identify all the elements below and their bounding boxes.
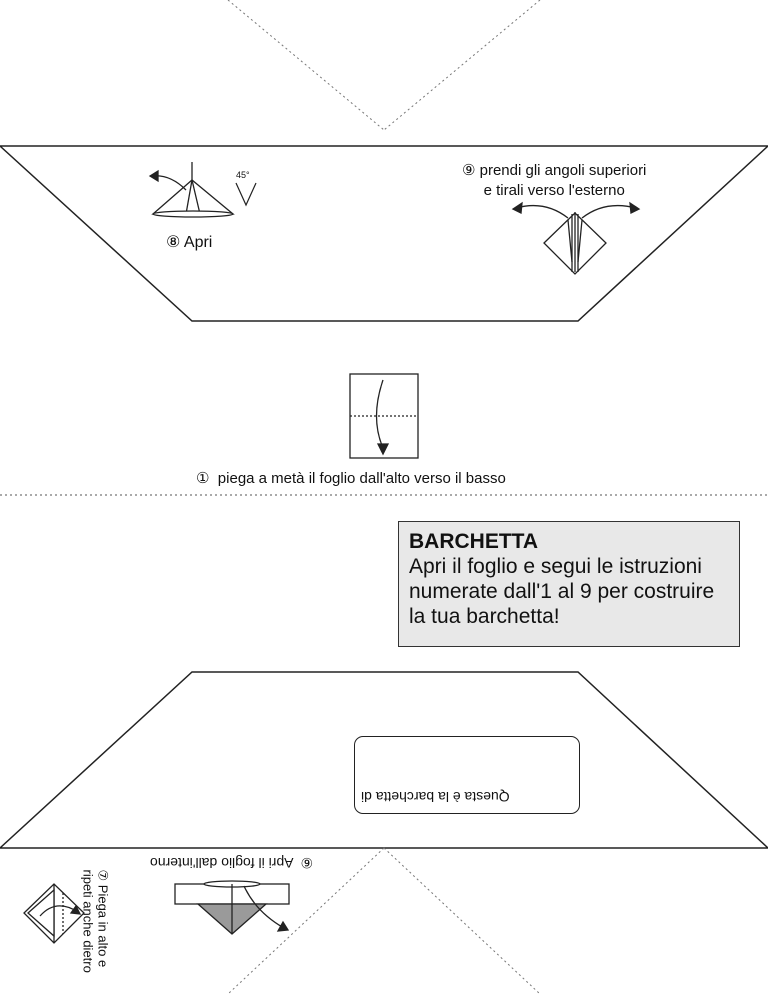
step8-number: ⑧	[166, 232, 181, 251]
top-trapezoid	[0, 146, 768, 321]
instructions-body: Apri il foglio e segui le istruzioni numerate dall'1 al 9 per costruire la tua barchetta!	[409, 555, 715, 628]
step8-caption	[166, 232, 212, 252]
step6-number: ⑥	[300, 854, 314, 870]
step9-line1: ⑨ prendi gli angoli superiori	[462, 161, 647, 179]
top-right-guide	[384, 0, 540, 130]
step1-label: piega a metà il foglio dall'alto verso il basso	[217, 470, 506, 487]
step9-caption	[462, 160, 646, 201]
step6-caption	[150, 854, 313, 871]
angle-label: 45°	[236, 170, 250, 180]
step7-line1: ⑦ Piega in alto e	[94, 869, 111, 968]
instructions-box	[398, 521, 740, 647]
step8-figure	[150, 162, 233, 217]
step9-figure	[513, 203, 639, 274]
step7-line2: ripeti anche dietro	[80, 869, 96, 973]
step9-number: ⑨	[462, 161, 476, 179]
step1-number: ①	[196, 469, 210, 487]
top-left-guide	[228, 0, 384, 130]
bottom-right-guide	[384, 848, 540, 994]
step1-figure	[350, 374, 418, 458]
step6-label: Apri il foglio dall'interno	[150, 855, 294, 871]
angle-icon	[236, 183, 256, 205]
name-box	[354, 736, 580, 814]
step7-number: ⑦	[94, 869, 110, 882]
step6-figure	[175, 881, 289, 934]
step1-caption	[196, 469, 506, 487]
instructions-title: BARCHETTA	[409, 530, 539, 553]
name-label: Questa è la barchetta di	[361, 789, 510, 805]
step9-line2: e tirali verso l'esterno	[483, 182, 625, 199]
step7-figure	[24, 884, 84, 943]
step7-caption	[81, 870, 110, 1000]
step8-label: Apri	[183, 234, 213, 251]
